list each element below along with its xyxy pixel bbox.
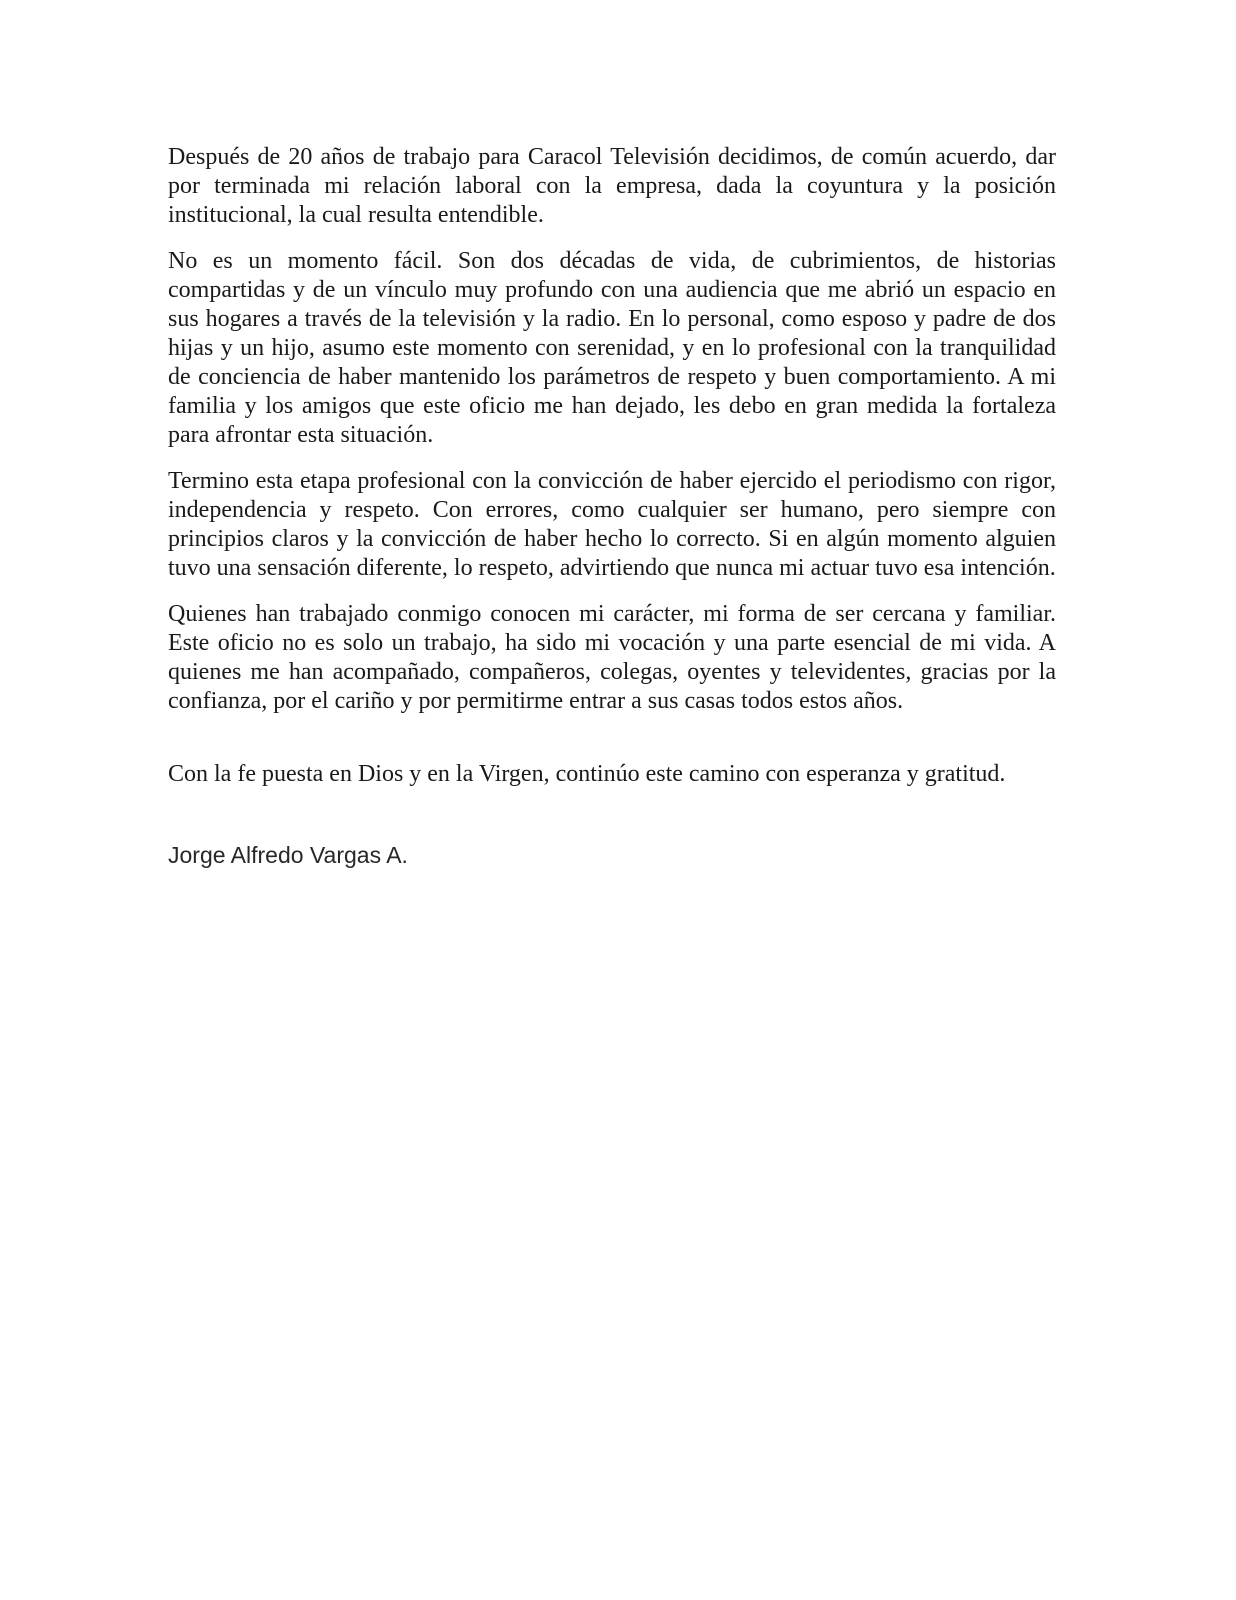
letter-paragraph-4: Quienes han trabajado conmigo conocen mi carácter, mi forma de ser cercana y familiar. Este oficio no es solo un trabajo, ha sido mi vocación y una parte esencial de mi vida. A quienes me han acompañado, compañeros, colegas, oyentes y televidentes, gracias por la confianza, por el cariño y por permitirme entrar a sus casas todos estos años.	[168, 601, 1056, 714]
signature-name: Jorge Alfredo Vargas A.	[168, 842, 408, 868]
letter-paragraph-3: Termino esta etapa profesional con la convicción de haber ejercido el periodismo con rigor, independencia y respeto. Con errores, como cualquier ser humano, pero siempre con principios claros y la convicción de haber hecho lo correcto. Si en algún momento alguien tuvo una sensación diferente, lo respeto, advirtiendo que nunca mi actuar tuvo esa intención.	[168, 468, 1056, 581]
letter-body	[168, 143, 1056, 893]
letter-paragraph-1: Después de 20 años de trabajo para Caracol Televisión decidimos, de común acuerdo, dar por terminada mi relación laboral con la empresa, dada la coyuntura y la posición institucional, la cual resulta entendible.	[168, 144, 1056, 228]
letter-paragraph-2: No es un momento fácil. Son dos décadas de vida, de cubrimientos, de historias compartidas y de un vínculo muy profundo con una audiencia que me abrió un espacio en sus hogares a través de la televisión y la radio. En lo personal, como esposo y padre de dos hijas y un hijo, asumo este momento con serenidad, y en lo profesional con la tranquilidad de conciencia de haber mantenido los parámetros de respeto y buen comportamiento. A mi familia y los amigos que este oficio me han dejado, les debo en gran medida la fortaleza para afrontar esta situación.	[168, 248, 1056, 448]
letter-paragraph-5: Con la fe puesta en Dios y en la Virgen, continúo este camino con esperanza y gratitud.	[168, 761, 1006, 787]
